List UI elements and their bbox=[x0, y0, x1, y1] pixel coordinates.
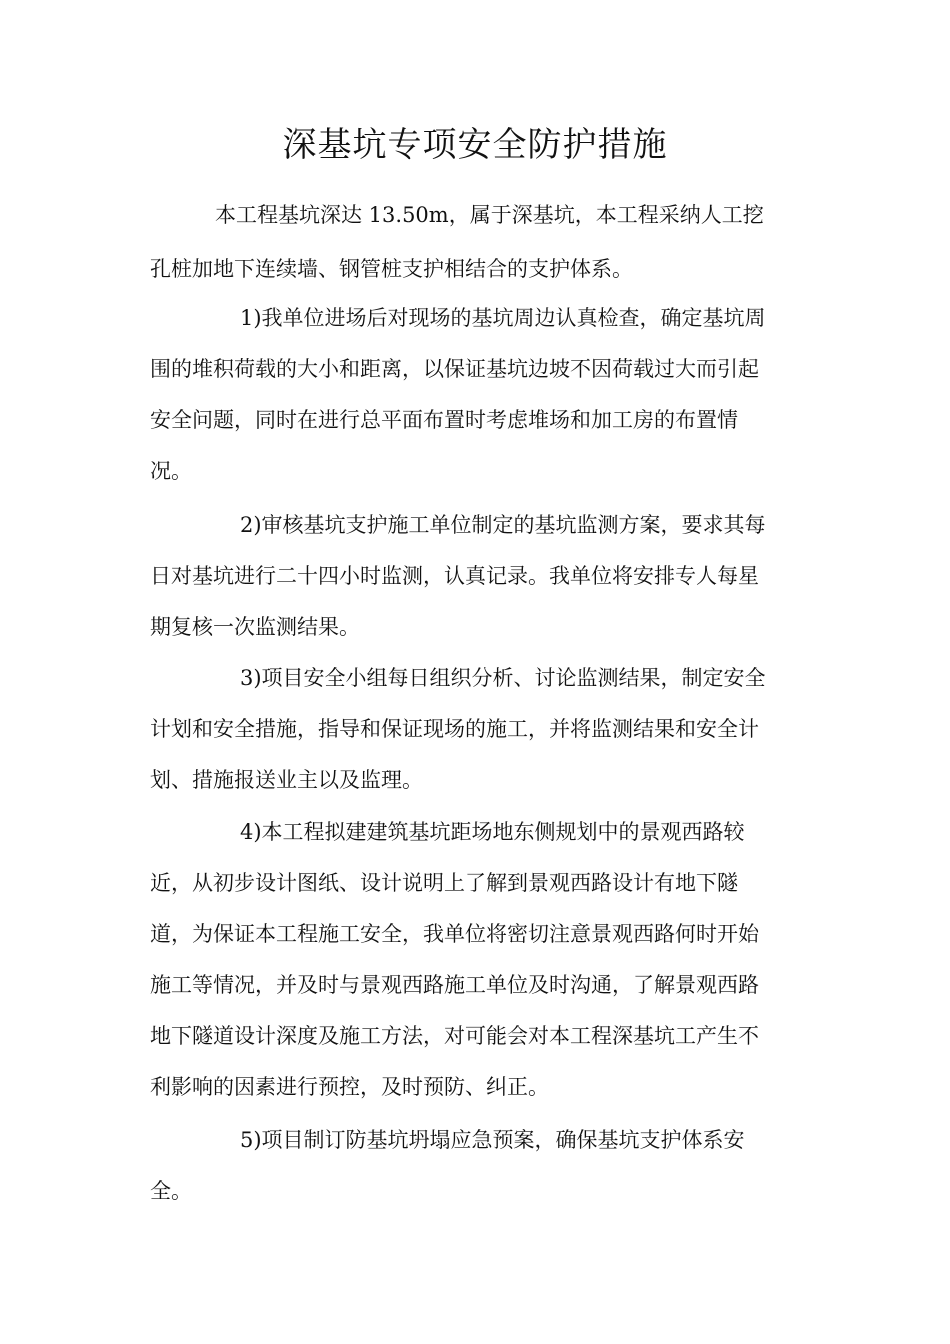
item3-line-1: 3)项目安全小组每日组织分析、讨论监测结果，制定安全 bbox=[240, 666, 766, 690]
item2-line-1: 2)审核基坑支护施工单位制定的基坑监测方案，要求其每 bbox=[240, 513, 766, 537]
intro-line-2: 孔桩加地下连续墙、钢管桩支护相结合的支护体系。 bbox=[150, 257, 633, 281]
item4-line-4: 施工等情况，并及时与景观西路施工单位及时沟通，了解景观西路 bbox=[150, 973, 759, 997]
item4-line-3: 道，为保证本工程施工安全，我单位将密切注意景观西路何时开始 bbox=[150, 922, 759, 946]
document-title: 深基坑专项安全防护措施 bbox=[282, 125, 668, 165]
item4-line-2: 近，从初步设计图纸、设计说明上了解到景观西路设计有地下隧 bbox=[150, 871, 738, 895]
item3-line-2: 计划和安全措施，指导和保证现场的施工，并将监测结果和安全计 bbox=[150, 717, 759, 741]
item4-line-5: 地下隧道设计深度及施工方法，对可能会对本工程深基坑工产生不 bbox=[150, 1024, 759, 1048]
item2-line-2: 日对基坑进行二十四小时监测，认真记录。我单位将安排专人每星 bbox=[150, 564, 759, 588]
item3-line-3: 划、措施报送业主以及监理。 bbox=[150, 768, 423, 792]
item4-line-1: 4)本工程拟建建筑基坑距场地东侧规划中的景观西路较 bbox=[240, 820, 745, 844]
item5-line-2: 全。 bbox=[150, 1179, 192, 1203]
item1-line-4: 况。 bbox=[150, 459, 192, 483]
intro-line-1: 本工程基坑深达 13.50m，属于深基坑，本工程采纳人工挖 bbox=[215, 203, 764, 227]
item1-line-2: 围的堆积荷载的大小和距离，以保证基坑边坡不因荷载过大而引起 bbox=[150, 357, 759, 381]
item4-line-6: 利影响的因素进行预控，及时预防、纠正。 bbox=[150, 1075, 549, 1099]
item2-line-3: 期复核一次监测结果。 bbox=[150, 615, 360, 639]
item1-line-1: 1)我单位进场后对现场的基坑周边认真检查，确定基坑周 bbox=[240, 306, 766, 330]
item1-line-3: 安全问题，同时在进行总平面布置时考虑堆场和加工房的布置情 bbox=[150, 408, 738, 432]
item5-line-1: 5)项目制订防基坑坍塌应急预案，确保基坑支护体系安 bbox=[240, 1128, 745, 1152]
